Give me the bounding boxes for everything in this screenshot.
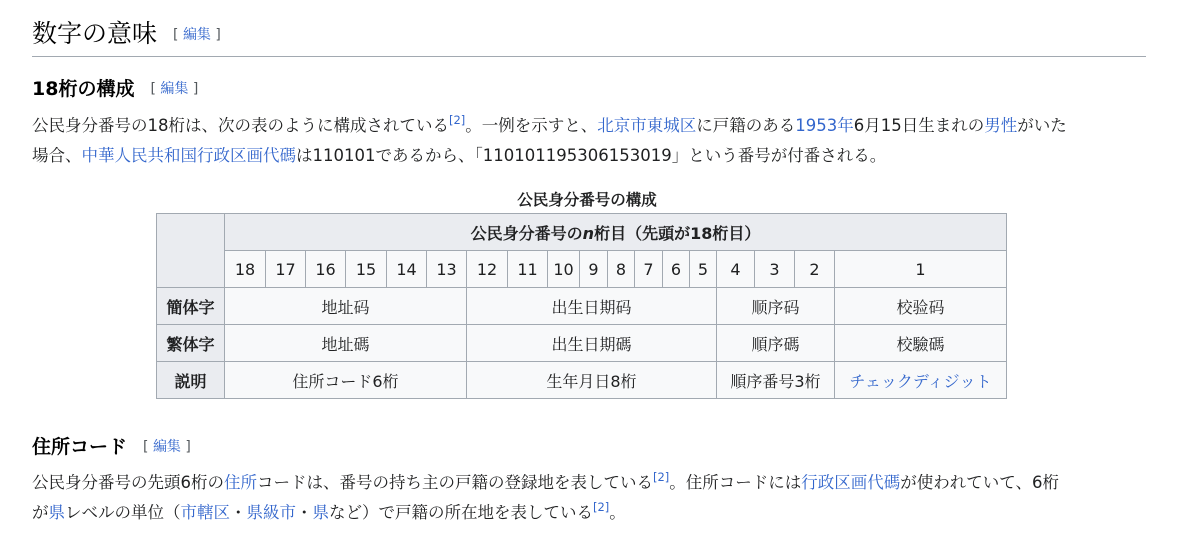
table-cell: 出生日期码 <box>467 288 717 325</box>
edit-section-link: [ 編集 ] <box>143 439 191 455</box>
paragraph-line <box>32 468 1152 498</box>
table-caption: 公民身分番号の構成 <box>517 191 657 209</box>
text: が使われていて、6桁 <box>900 473 1059 492</box>
reference-link[interactable]: [2] <box>449 113 466 127</box>
row-label: 簡体字 <box>157 288 225 325</box>
digit-position-cell: 15 <box>346 251 387 288</box>
text: 。 <box>609 503 626 522</box>
table-cell: 顺序码 <box>717 288 835 325</box>
text: 公民身分番号の18桁は、次の表のように構成されている <box>32 116 449 135</box>
subsection-heading-structure <box>32 74 198 101</box>
text: ・ <box>230 503 247 522</box>
digit-position-cell: 7 <box>635 251 663 288</box>
reference-link[interactable]: [2] <box>593 500 610 514</box>
digit-position-cell: 10 <box>548 251 580 288</box>
section-title: 数字の意味 <box>32 19 158 48</box>
edit-link[interactable]: 編集 <box>152 439 181 455</box>
link-county-level-city[interactable]: 県級市 <box>246 503 296 522</box>
header-text: 公民身分番号の <box>470 223 583 243</box>
subsection-heading-address-code <box>32 432 191 459</box>
link-county[interactable]: 県 <box>48 503 65 522</box>
digit-position-cell: 18 <box>225 251 266 288</box>
link-division-code[interactable]: 中華人民共和国行政区画代碼 <box>81 146 296 165</box>
digit-position-cell: 6 <box>663 251 690 288</box>
edit-section-link: [ 編集 ] <box>173 27 221 43</box>
table-cell: 出生日期碼 <box>467 325 717 362</box>
digit-position-header <box>225 214 1007 251</box>
table-row <box>157 325 1007 362</box>
text: 6月15日生まれの <box>853 116 985 135</box>
header-text: 桁目（先頭が18桁目） <box>594 223 761 243</box>
text: 。住所コードには <box>669 473 802 492</box>
digit-position-cell: 3 <box>755 251 795 288</box>
edit-link[interactable]: 編集 <box>182 27 211 43</box>
digit-position-cell: 17 <box>266 251 306 288</box>
paragraph-line <box>32 498 1152 528</box>
digit-position-cell: 4 <box>717 251 755 288</box>
link-city-district[interactable]: 市轄区 <box>180 503 230 522</box>
link-1953[interactable]: 1953年 <box>795 116 854 135</box>
link-address[interactable]: 住所 <box>224 473 257 492</box>
paragraph-address-code <box>32 468 1152 528</box>
subsection-title: 18桁の構成 <box>32 78 135 100</box>
text: など）で戸籍の所在地を表している <box>329 503 593 522</box>
paragraph-structure <box>32 111 1152 171</box>
digit-position-cell: 12 <box>467 251 508 288</box>
reference-link[interactable]: [2] <box>653 470 670 484</box>
digit-position-cell: 14 <box>387 251 427 288</box>
table-row <box>157 362 1007 399</box>
text: 公民身分番号の先頭6桁の <box>32 473 224 492</box>
row-label: 繁体字 <box>157 325 225 362</box>
link-dongcheng[interactable]: 北京市東城区 <box>597 116 697 135</box>
edit-link[interactable]: 編集 <box>160 81 189 97</box>
text: レベルの単位（ <box>65 503 181 522</box>
digit-position-cell: 1 <box>835 251 1007 288</box>
text: が <box>32 503 49 522</box>
digit-position-cell: 16 <box>306 251 346 288</box>
table-cell <box>835 362 1007 399</box>
text: がいた <box>1017 116 1067 135</box>
digit-position-cell: 13 <box>427 251 467 288</box>
corner-cell <box>157 214 225 288</box>
row-label: 説明 <box>157 362 225 399</box>
table-row <box>157 251 1007 288</box>
section-heading <box>32 14 1146 57</box>
digit-position-cell: 11 <box>508 251 548 288</box>
table-cell: 住所コード6桁 <box>225 362 467 399</box>
table-cell: 地址码 <box>225 288 467 325</box>
table-cell: 順序番号3桁 <box>717 362 835 399</box>
paragraph-line <box>32 141 1152 171</box>
digit-position-cell: 5 <box>690 251 717 288</box>
text: に戸籍のある <box>696 116 796 135</box>
edit-section-link: [ 編集 ] <box>150 81 199 97</box>
text: ・ <box>296 503 313 522</box>
text: は110101であるから、「110101195306153019」という番号が付番される。 <box>296 146 887 165</box>
table-cell: 順序碼 <box>717 325 835 362</box>
digit-position-cell: 9 <box>580 251 608 288</box>
text: コードは、番号の持ち主の戸籍の登録地を表している <box>257 473 653 492</box>
text: 場合、 <box>32 146 82 165</box>
table-row <box>157 288 1007 325</box>
header-variable: n <box>582 223 595 243</box>
table-row <box>157 214 1007 251</box>
table-cell: 校验码 <box>835 288 1007 325</box>
id-structure-table <box>156 213 1007 399</box>
link-division-code[interactable]: 行政区画代碼 <box>801 473 901 492</box>
paragraph-line <box>32 111 1152 141</box>
digit-position-cell: 2 <box>795 251 835 288</box>
check-digit-link[interactable]: チェックディジット <box>849 371 992 391</box>
text: 。一例を示すと、 <box>465 116 598 135</box>
subsection-title: 住所コード <box>32 436 128 458</box>
digit-position-cell: 8 <box>608 251 635 288</box>
table-cell: 生年月日8桁 <box>467 362 717 399</box>
table-cell: 地址碼 <box>225 325 467 362</box>
link-county-2[interactable]: 県 <box>312 503 329 522</box>
link-male[interactable]: 男性 <box>984 116 1018 135</box>
table-cell: 校驗碼 <box>835 325 1007 362</box>
